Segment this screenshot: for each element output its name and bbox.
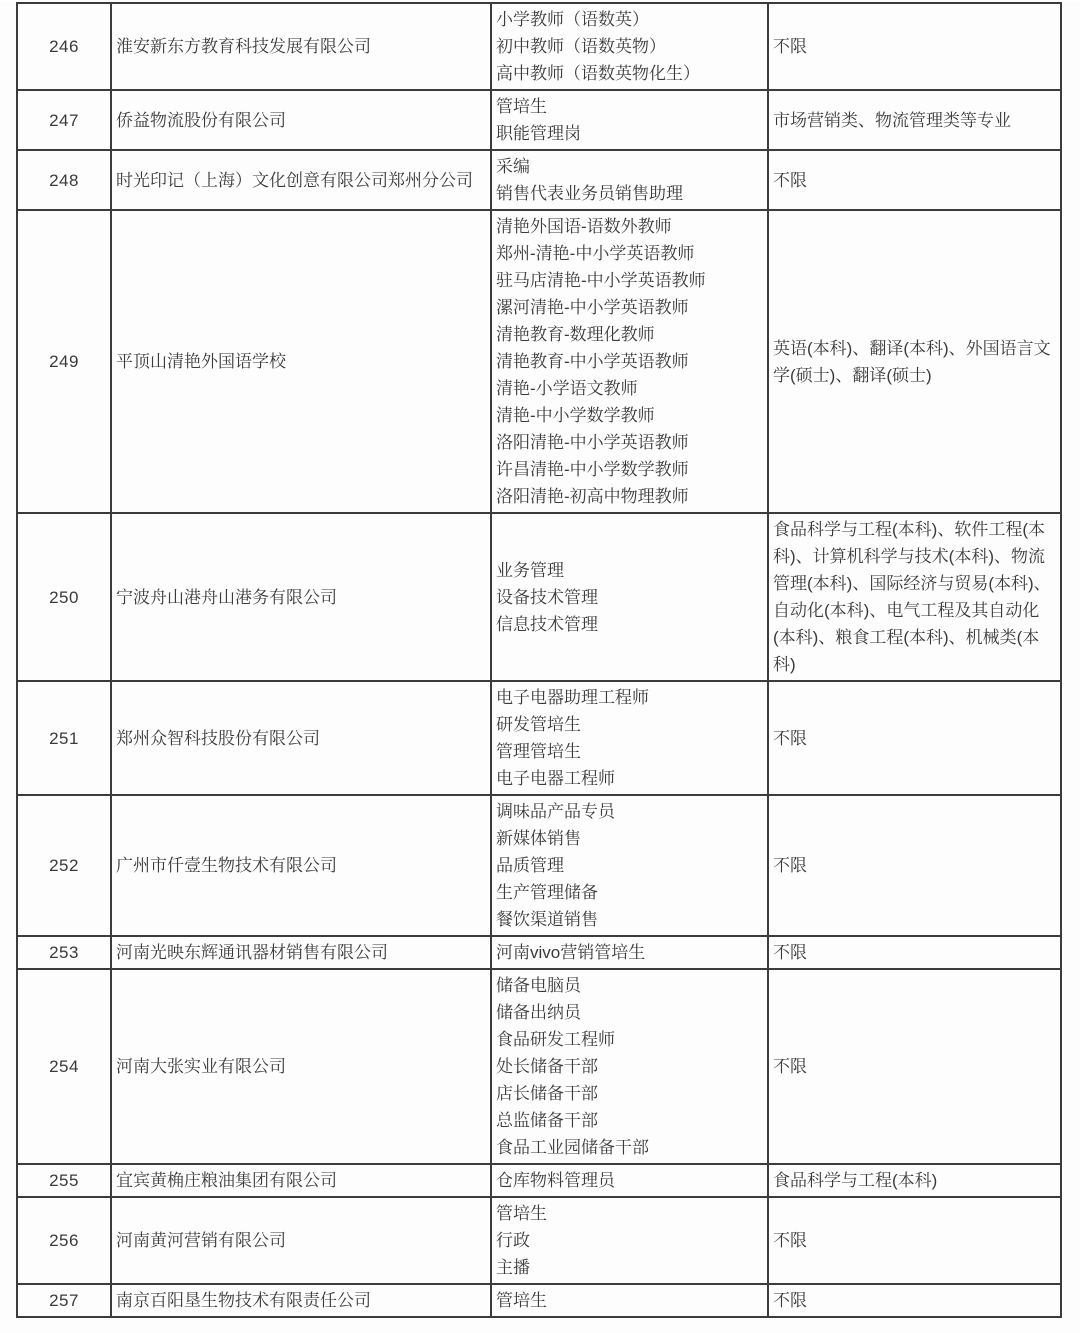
table-row bbox=[17, 210, 1061, 513]
company-name: 宁波舟山港舟山港务有限公司 bbox=[116, 587, 337, 607]
position-line: 仓库物料管理员 bbox=[496, 1171, 615, 1190]
position-line: 食品研发工程师 bbox=[496, 1030, 615, 1049]
position-line: 郑州-清艳-中小学英语教师 bbox=[496, 244, 695, 263]
company-cell bbox=[111, 1164, 491, 1197]
company-cell bbox=[111, 210, 491, 513]
position-line: 储备出纳员 bbox=[496, 1003, 581, 1022]
company-cell bbox=[111, 1197, 491, 1284]
row-number: 257 bbox=[49, 1291, 79, 1310]
row-number: 250 bbox=[49, 587, 79, 607]
requirements-cell bbox=[768, 210, 1061, 513]
table-row bbox=[17, 969, 1061, 1164]
position-line: 行政 bbox=[496, 1231, 530, 1250]
job-table-body bbox=[17, 3, 1061, 1317]
positions-cell bbox=[491, 150, 768, 210]
position-line: 生产管理储备 bbox=[496, 883, 598, 902]
position-line: 清艳-中小学数学教师 bbox=[496, 406, 655, 425]
position-line: 食品工业园储备干部 bbox=[496, 1138, 649, 1157]
table-row bbox=[17, 513, 1061, 681]
position-line: 品质管理 bbox=[496, 856, 564, 875]
requirements-cell bbox=[768, 90, 1061, 150]
requirement-text: 市场营销类、物流管理类等专业 bbox=[773, 110, 1011, 130]
row-number: 246 bbox=[49, 37, 79, 56]
requirement-text: 食品科学与工程(本科)、软件工程(本科)、计算机科学与技术(本科)、物流管理(本科)、国际经济与贸易(本科)、自动化(本科)、电气工程及其自动化(本科)、粮食工程(本科)、机械类(本科) bbox=[773, 520, 1051, 674]
requirement-text: 不限 bbox=[773, 170, 807, 190]
position-line: 设备技术管理 bbox=[496, 587, 598, 607]
positions-list bbox=[496, 1287, 763, 1314]
requirements-cell bbox=[768, 681, 1061, 795]
positions-cell bbox=[491, 969, 768, 1164]
table-row bbox=[17, 936, 1061, 969]
position-line: 洛阳清艳-中小学英语教师 bbox=[496, 433, 689, 452]
positions-list bbox=[496, 213, 763, 510]
positions-list bbox=[496, 557, 763, 638]
table-row bbox=[17, 795, 1061, 936]
requirement-text: 英语(本科)、翻译(本科)、外国语言文学(硕士)、翻译(硕士) bbox=[773, 338, 1051, 385]
row-number-cell bbox=[17, 1284, 111, 1317]
company-cell bbox=[111, 1284, 491, 1317]
row-number-cell bbox=[17, 513, 111, 681]
positions-cell bbox=[491, 90, 768, 150]
row-number-cell bbox=[17, 1164, 111, 1197]
positions-cell bbox=[491, 210, 768, 513]
position-line: 清艳外国语-语数外教师 bbox=[496, 217, 672, 236]
requirements-cell bbox=[768, 150, 1061, 210]
company-cell bbox=[111, 150, 491, 210]
row-number-cell bbox=[17, 90, 111, 150]
position-line: 初中教师（语数英物） bbox=[496, 37, 666, 56]
company-name: 平顶山清艳外国语学校 bbox=[116, 352, 286, 371]
requirement-text: 不限 bbox=[773, 1057, 807, 1076]
positions-list bbox=[496, 798, 763, 933]
position-line: 管培生 bbox=[496, 1291, 547, 1310]
requirements-cell bbox=[768, 1164, 1061, 1197]
position-line: 管培生 bbox=[496, 1204, 547, 1223]
position-line: 总监储备干部 bbox=[496, 1111, 598, 1130]
position-line: 店长储备干部 bbox=[496, 1084, 598, 1103]
positions-cell bbox=[491, 1164, 768, 1197]
table-row bbox=[17, 90, 1061, 150]
row-number: 255 bbox=[49, 1171, 79, 1190]
position-line: 清艳-小学语文教师 bbox=[496, 379, 638, 398]
recruitment-table bbox=[16, 2, 1062, 1318]
row-number-cell bbox=[17, 1197, 111, 1284]
positions-list bbox=[496, 6, 763, 87]
requirement-text: 不限 bbox=[773, 37, 807, 56]
row-number: 256 bbox=[49, 1231, 79, 1250]
position-line: 储备电脑员 bbox=[496, 976, 581, 995]
row-number: 251 bbox=[49, 728, 79, 748]
company-name: 河南大张实业有限公司 bbox=[116, 1057, 286, 1076]
position-line: 管培生 bbox=[496, 97, 547, 116]
position-line: 主播 bbox=[496, 1258, 530, 1277]
position-line: 清艳教育-数理化教师 bbox=[496, 325, 655, 344]
position-line: 业务管理 bbox=[496, 560, 564, 580]
position-line: 电子电器工程师 bbox=[496, 769, 615, 788]
company-name: 南京百阳垦生物技术有限责任公司 bbox=[116, 1291, 371, 1310]
table-row bbox=[17, 1164, 1061, 1197]
row-number-cell bbox=[17, 936, 111, 969]
positions-list bbox=[496, 153, 763, 207]
company-name: 郑州众智科技股份有限公司 bbox=[116, 728, 320, 748]
requirements-cell bbox=[768, 513, 1061, 681]
positions-cell bbox=[491, 681, 768, 795]
requirement-text: 不限 bbox=[773, 728, 807, 748]
row-number-cell bbox=[17, 795, 111, 936]
requirement-text: 不限 bbox=[773, 1231, 807, 1250]
requirements-cell bbox=[768, 3, 1061, 90]
positions-cell bbox=[491, 513, 768, 681]
position-line: 职能管理岗 bbox=[496, 124, 581, 143]
table-row bbox=[17, 681, 1061, 795]
positions-cell bbox=[491, 3, 768, 90]
company-cell bbox=[111, 513, 491, 681]
position-line: 电子电器助理工程师 bbox=[496, 688, 649, 707]
row-number: 249 bbox=[49, 352, 79, 371]
row-number-cell bbox=[17, 210, 111, 513]
row-number-cell bbox=[17, 3, 111, 90]
positions-list bbox=[496, 1167, 763, 1194]
company-cell bbox=[111, 3, 491, 90]
table-row bbox=[17, 150, 1061, 210]
requirement-text: 不限 bbox=[773, 1291, 807, 1310]
company-name: 时光印记（上海）文化创意有限公司郑州分公司 bbox=[116, 170, 473, 190]
row-number-cell bbox=[17, 150, 111, 210]
row-number: 254 bbox=[49, 1057, 79, 1076]
position-line: 驻马店清艳-中小学英语教师 bbox=[496, 271, 706, 290]
company-cell bbox=[111, 969, 491, 1164]
position-line: 研发管培生 bbox=[496, 715, 581, 734]
position-line: 高中教师（语数英物化生） bbox=[496, 64, 700, 83]
requirements-cell bbox=[768, 1197, 1061, 1284]
positions-list bbox=[496, 684, 763, 792]
company-name: 广州市仟壹生物技术有限公司 bbox=[116, 856, 337, 875]
requirement-text: 不限 bbox=[773, 943, 807, 962]
company-cell bbox=[111, 795, 491, 936]
positions-list bbox=[496, 1200, 763, 1281]
position-line: 管理管培生 bbox=[496, 742, 581, 761]
requirement-text: 不限 bbox=[773, 856, 807, 875]
position-line: 采编 bbox=[496, 157, 530, 176]
row-number-cell bbox=[17, 969, 111, 1164]
table-row bbox=[17, 1197, 1061, 1284]
position-line: 新媒体销售 bbox=[496, 829, 581, 848]
company-name: 侨益物流股份有限公司 bbox=[116, 110, 286, 130]
positions-list bbox=[496, 939, 763, 966]
position-line: 许昌清艳-中小学数学教师 bbox=[496, 460, 689, 479]
position-line: 餐饮渠道销售 bbox=[496, 910, 598, 929]
company-cell bbox=[111, 681, 491, 795]
company-cell bbox=[111, 936, 491, 969]
company-name: 宜宾黄桷庄粮油集团有限公司 bbox=[116, 1171, 337, 1190]
positions-cell bbox=[491, 795, 768, 936]
positions-cell bbox=[491, 1284, 768, 1317]
position-line: 小学教师（语数英） bbox=[496, 10, 649, 29]
position-line: 处长储备干部 bbox=[496, 1057, 598, 1076]
position-line: 调味品产品专员 bbox=[496, 802, 615, 821]
positions-list bbox=[496, 972, 763, 1161]
requirements-cell bbox=[768, 795, 1061, 936]
requirements-cell bbox=[768, 936, 1061, 969]
company-cell bbox=[111, 90, 491, 150]
position-line: 信息技术管理 bbox=[496, 614, 598, 634]
row-number: 247 bbox=[49, 110, 79, 130]
requirements-cell bbox=[768, 1284, 1061, 1317]
positions-cell bbox=[491, 1197, 768, 1284]
table-row bbox=[17, 3, 1061, 90]
position-line: 漯河清艳-中小学英语教师 bbox=[496, 298, 689, 317]
row-number: 253 bbox=[49, 943, 79, 962]
document-page bbox=[0, 2, 1080, 1333]
row-number-cell bbox=[17, 681, 111, 795]
company-name: 淮安新东方教育科技发展有限公司 bbox=[116, 37, 371, 56]
requirement-text: 食品科学与工程(本科) bbox=[773, 1171, 938, 1190]
company-name: 河南光映东辉通讯器材销售有限公司 bbox=[116, 943, 388, 962]
position-line: 销售代表业务员销售助理 bbox=[496, 184, 683, 203]
row-number: 252 bbox=[49, 856, 79, 875]
position-line: 清艳教育-中小学英语教师 bbox=[496, 352, 689, 371]
positions-list bbox=[496, 93, 763, 147]
position-line: 洛阳清艳-初高中物理教师 bbox=[496, 487, 689, 506]
row-number: 248 bbox=[49, 170, 79, 190]
positions-cell bbox=[491, 936, 768, 969]
position-line: 河南vivo营销管培生 bbox=[496, 943, 646, 962]
company-name: 河南黄河营销有限公司 bbox=[116, 1231, 286, 1250]
table-row bbox=[17, 1284, 1061, 1317]
requirements-cell bbox=[768, 969, 1061, 1164]
